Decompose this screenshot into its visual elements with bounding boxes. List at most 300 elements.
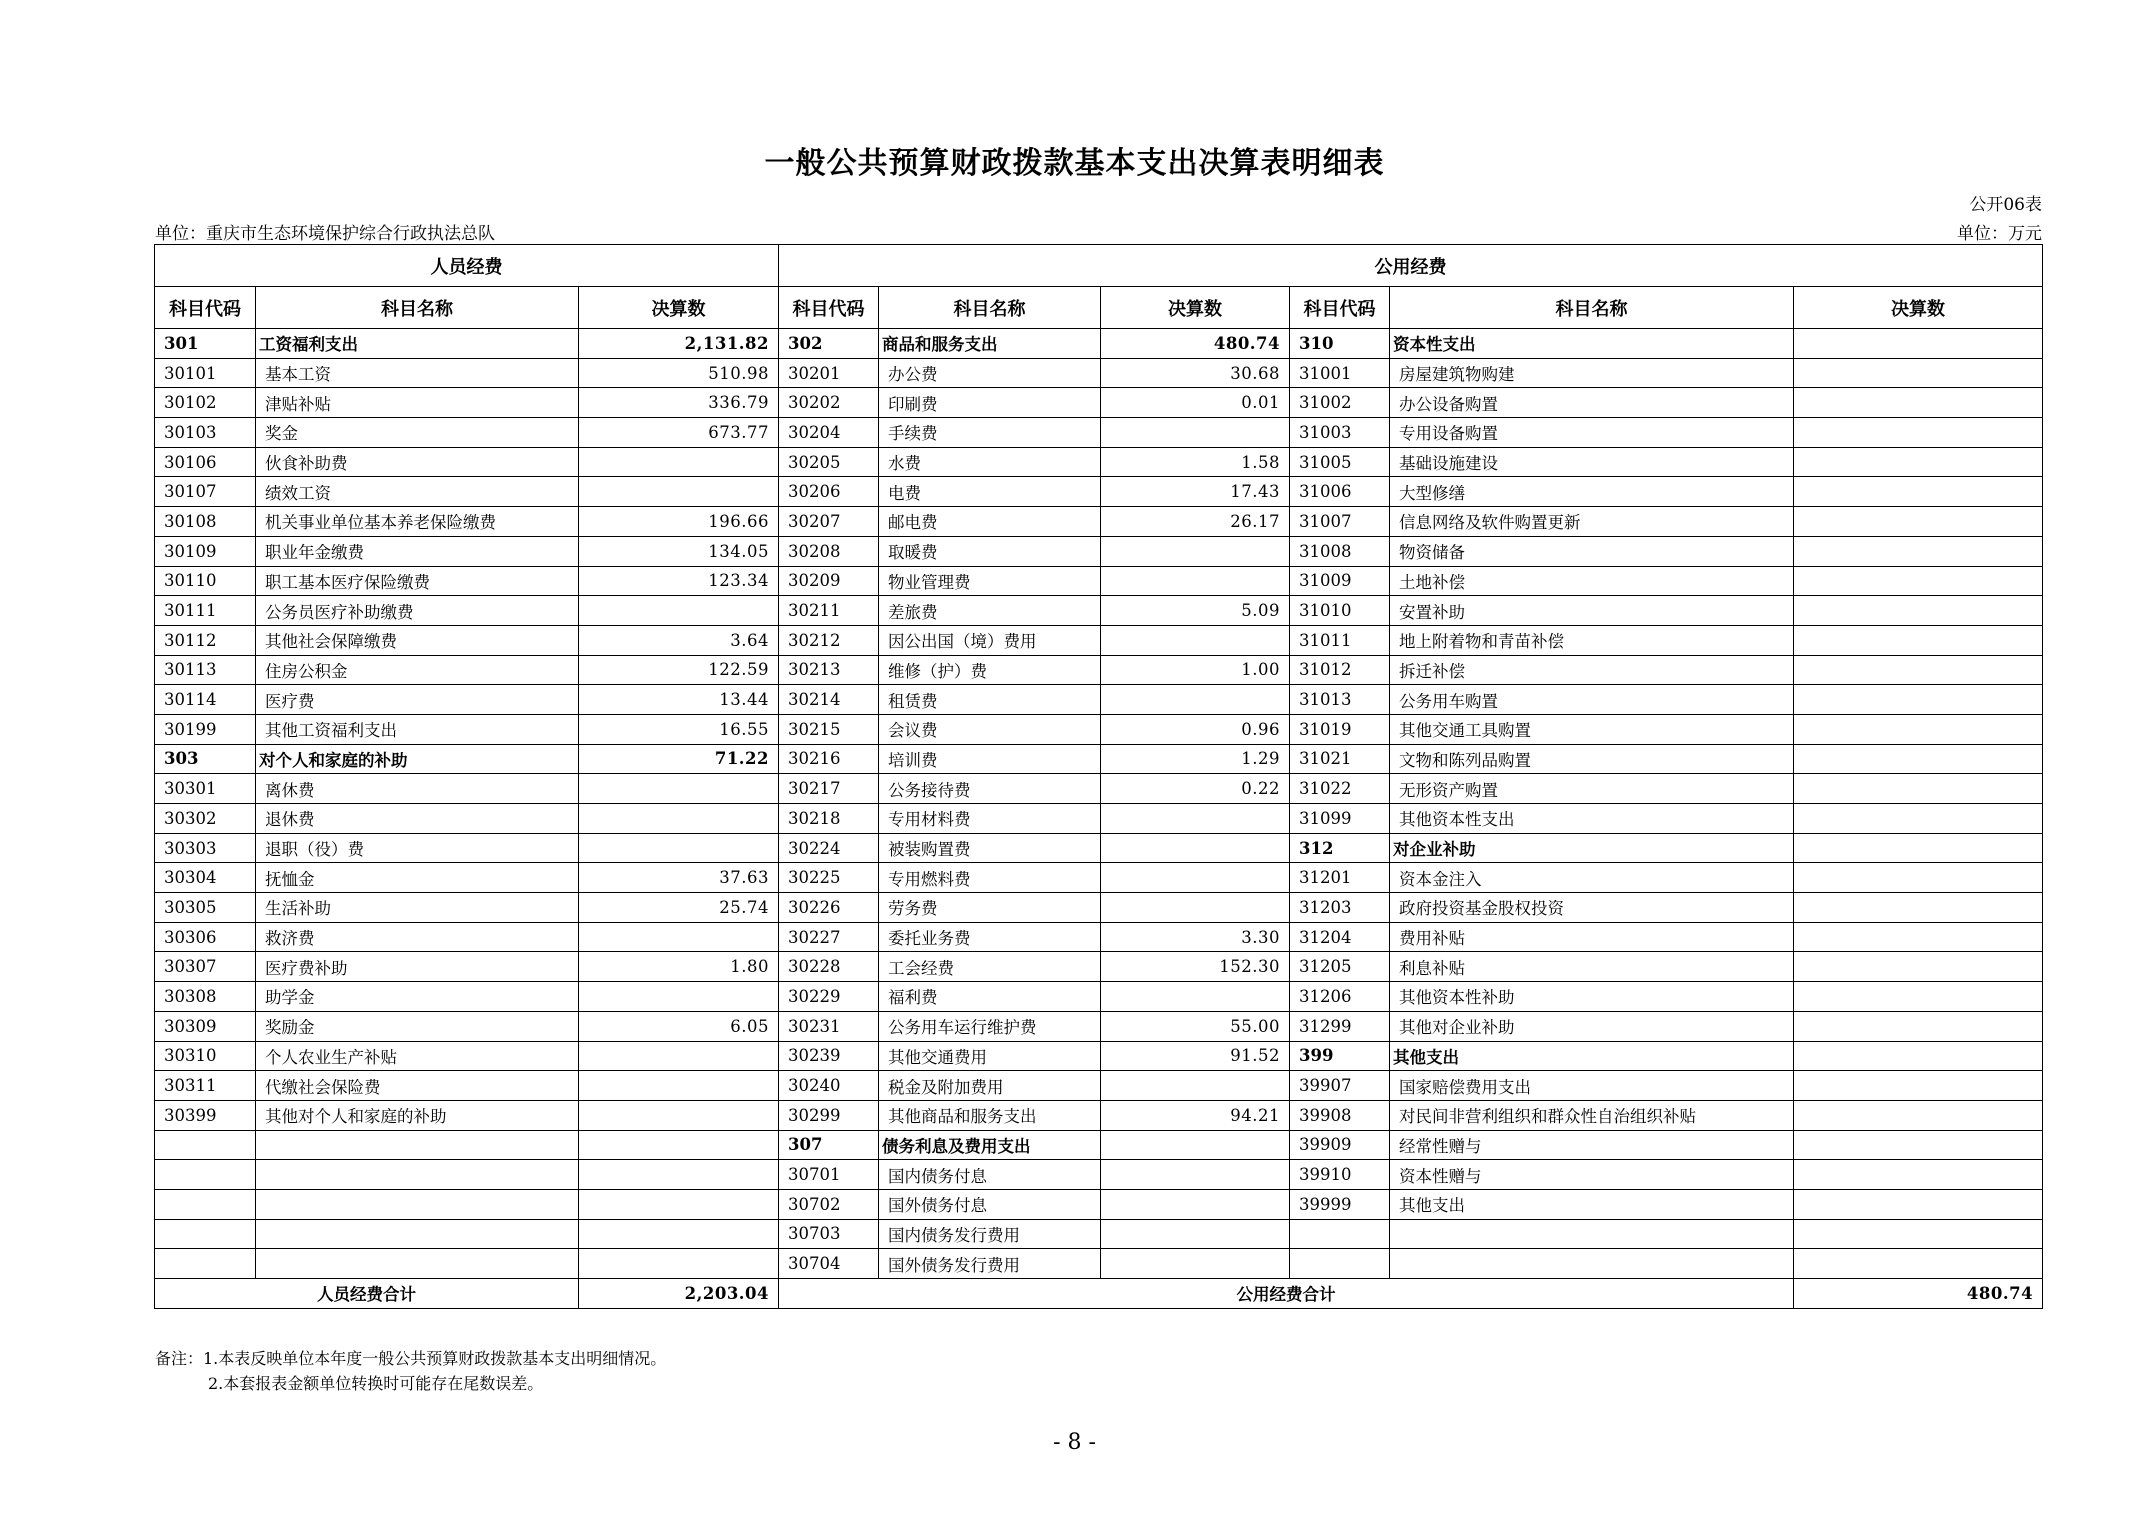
cell-code: 30308	[155, 982, 256, 1012]
cell-code: 30109	[155, 536, 256, 566]
table-row	[155, 863, 2043, 893]
cell-amount	[1794, 1160, 2043, 1190]
cell-code: 31012	[1290, 655, 1390, 685]
currency-unit: 单位：万元	[1957, 224, 2042, 244]
cell-code: 30113	[155, 655, 256, 685]
cell-amount: 71.22	[579, 744, 779, 774]
cell-amount	[579, 1249, 779, 1279]
table-row	[155, 893, 2043, 923]
cell-name: 国外债务发行费用	[879, 1249, 1101, 1279]
cell-amount	[1101, 685, 1290, 715]
cell-name	[256, 1160, 579, 1190]
table-row	[155, 1130, 2043, 1160]
cell-amount	[1794, 477, 2043, 507]
cell-amount	[1101, 1071, 1290, 1101]
cell-amount	[579, 1189, 779, 1219]
cell-name: 其他对企业补助	[1390, 1011, 1794, 1041]
cell-name: 被装购置费	[879, 833, 1101, 863]
cell-name: 取暖费	[879, 536, 1101, 566]
cell-amount	[1101, 804, 1290, 834]
table-row	[155, 1071, 2043, 1101]
cell-code: 30231	[779, 1011, 879, 1041]
table-row	[155, 1219, 2043, 1249]
cell-name: 医疗费	[256, 685, 579, 715]
cell-code: 31002	[1290, 388, 1390, 418]
cell-code: 30215	[779, 714, 879, 744]
table-row	[155, 774, 2043, 804]
cell-amount	[1794, 358, 2043, 388]
cell-amount: 510.98	[579, 358, 779, 388]
cell-amount: 3.30	[1101, 922, 1290, 952]
cell-amount: 1.58	[1101, 447, 1290, 477]
table-row	[155, 922, 2043, 952]
cell-name: 水费	[879, 447, 1101, 477]
cell-name: 专用材料费	[879, 804, 1101, 834]
cell-name: 其他工资福利支出	[256, 714, 579, 744]
cell-amount	[1794, 596, 2043, 626]
cell-code: 30107	[155, 477, 256, 507]
cell-name	[256, 1249, 579, 1279]
table-row	[155, 804, 2043, 834]
cell-code: 30101	[155, 358, 256, 388]
cell-name: 资本性支出	[1390, 329, 1794, 359]
cell-code: 30207	[779, 507, 879, 537]
cell-name: 退职（役）费	[256, 833, 579, 863]
cell-amount: 2,131.82	[579, 329, 779, 359]
cell-name: 办公设备购置	[1390, 388, 1794, 418]
cell-code: 302	[779, 329, 879, 359]
cell-code: 30304	[155, 863, 256, 893]
cell-code: 30106	[155, 447, 256, 477]
cell-name: 其他交通工具购置	[1390, 714, 1794, 744]
cell-name: 离休费	[256, 774, 579, 804]
cell-name: 专用设备购置	[1390, 418, 1794, 448]
cell-name: 培训费	[879, 744, 1101, 774]
page-number: - 8 -	[1053, 1430, 1096, 1455]
cell-code	[1290, 1219, 1390, 1249]
cell-name: 公务用车运行维护费	[879, 1011, 1101, 1041]
cell-amount	[579, 1041, 779, 1071]
cell-name: 奖励金	[256, 1011, 579, 1041]
footnote-2: 2.本套报表金额单位转换时可能存在尾数误差。	[208, 1374, 544, 1393]
cell-name: 政府投资基金股权投资	[1390, 893, 1794, 923]
cell-name: 国内债务发行费用	[879, 1219, 1101, 1249]
cell-name: 工资福利支出	[256, 329, 579, 359]
cell-code: 30206	[779, 477, 879, 507]
cell-code: 30239	[779, 1041, 879, 1071]
cell-amount: 152.30	[1101, 952, 1290, 982]
table-row	[155, 358, 2043, 388]
cell-amount	[579, 596, 779, 626]
cell-name: 公务用车购置	[1390, 685, 1794, 715]
cell-amount	[1794, 982, 2043, 1012]
cell-name: 拆迁补偿	[1390, 655, 1794, 685]
cell-amount	[1101, 1219, 1290, 1249]
personnel-total-amount: 2,203.04	[579, 1279, 779, 1309]
cell-name: 商品和服务支出	[879, 329, 1101, 359]
page-title: 一般公共预算财政拨款基本支出决算表明细表	[764, 146, 1385, 181]
cell-name: 差旅费	[879, 596, 1101, 626]
cell-code: 31299	[1290, 1011, 1390, 1041]
cell-code: 30399	[155, 1100, 256, 1130]
cell-amount	[1101, 863, 1290, 893]
cell-name: 个人农业生产补贴	[256, 1041, 579, 1071]
cell-name: 其他交通费用	[879, 1041, 1101, 1071]
cell-name: 劳务费	[879, 893, 1101, 923]
cell-code: 30305	[155, 893, 256, 923]
cell-code: 30228	[779, 952, 879, 982]
col-header-name: 科目名称	[1390, 287, 1794, 329]
cell-amount	[1794, 1100, 2043, 1130]
cell-amount: 1.80	[579, 952, 779, 982]
cell-code: 30303	[155, 833, 256, 863]
table-row	[155, 1100, 2043, 1130]
cell-code	[155, 1219, 256, 1249]
cell-amount: 1.00	[1101, 655, 1290, 685]
cell-code: 30311	[155, 1071, 256, 1101]
cell-amount	[1794, 833, 2043, 863]
cell-amount: 5.09	[1101, 596, 1290, 626]
cell-name: 租赁费	[879, 685, 1101, 715]
cell-name: 对个人和家庭的补助	[256, 744, 579, 774]
cell-amount: 673.77	[579, 418, 779, 448]
cell-amount	[1101, 1189, 1290, 1219]
cell-amount	[1794, 1249, 2043, 1279]
cell-name: 物资储备	[1390, 536, 1794, 566]
cell-code: 30199	[155, 714, 256, 744]
cell-amount	[1794, 1219, 2043, 1249]
cell-name: 国内债务付息	[879, 1160, 1101, 1190]
cell-code: 39999	[1290, 1189, 1390, 1219]
cell-amount	[1794, 863, 2043, 893]
cell-name: 其他资本性补助	[1390, 982, 1794, 1012]
cell-name: 津贴补贴	[256, 388, 579, 418]
cell-name: 手续费	[879, 418, 1101, 448]
cell-amount	[1101, 982, 1290, 1012]
cell-name: 因公出国（境）费用	[879, 625, 1101, 655]
cell-name: 印刷费	[879, 388, 1101, 418]
cell-amount	[579, 922, 779, 952]
cell-name: 其他对个人和家庭的补助	[256, 1100, 579, 1130]
cell-code	[155, 1249, 256, 1279]
col-header-code: 科目代码	[779, 287, 879, 329]
cell-code: 31006	[1290, 477, 1390, 507]
cell-code: 307	[779, 1130, 879, 1160]
cell-code: 30211	[779, 596, 879, 626]
table-row	[155, 1041, 2043, 1071]
cell-amount	[579, 447, 779, 477]
cell-name: 职业年金缴费	[256, 536, 579, 566]
table-row	[155, 1160, 2043, 1190]
cell-name: 基本工资	[256, 358, 579, 388]
cell-name: 土地补偿	[1390, 566, 1794, 596]
cell-amount	[579, 1160, 779, 1190]
cell-name: 公务员医疗补助缴费	[256, 596, 579, 626]
cell-name: 其他资本性支出	[1390, 804, 1794, 834]
cell-name: 信息网络及软件购置更新	[1390, 507, 1794, 537]
table-row	[155, 1249, 2043, 1279]
cell-code: 301	[155, 329, 256, 359]
cell-amount: 0.96	[1101, 714, 1290, 744]
cell-code: 31001	[1290, 358, 1390, 388]
cell-amount: 196.66	[579, 507, 779, 537]
footnote-1: 备注：1.本表反映单位本年度一般公共预算财政拨款基本支出明细情况。	[155, 1349, 667, 1368]
cell-name: 对民间非营利组织和群众性自治组织补贴	[1390, 1100, 1794, 1130]
personnel-total-label: 人员经费合计	[155, 1279, 579, 1309]
cell-amount	[1794, 536, 2043, 566]
column-header-row	[155, 287, 2043, 329]
cell-code: 30224	[779, 833, 879, 863]
cell-amount	[1794, 388, 2043, 418]
cell-amount: 91.52	[1101, 1041, 1290, 1071]
cell-code: 30103	[155, 418, 256, 448]
table-row	[155, 685, 2043, 715]
cell-amount	[1101, 1249, 1290, 1279]
cell-amount	[1794, 922, 2043, 952]
cell-name: 会议费	[879, 714, 1101, 744]
cell-code: 30112	[155, 625, 256, 655]
cell-amount: 1.29	[1101, 744, 1290, 774]
table-row	[155, 952, 2043, 982]
cell-name: 物业管理费	[879, 566, 1101, 596]
cell-name: 基础设施建设	[1390, 447, 1794, 477]
cell-code: 30307	[155, 952, 256, 982]
table-row	[155, 329, 2043, 359]
cell-code: 31022	[1290, 774, 1390, 804]
cell-amount	[1101, 418, 1290, 448]
cell-code: 30204	[779, 418, 879, 448]
cell-amount	[1794, 1011, 2043, 1041]
cell-name: 职工基本医疗保险缴费	[256, 566, 579, 596]
cell-name: 国外债务付息	[879, 1189, 1101, 1219]
cell-name: 工会经费	[879, 952, 1101, 982]
cell-name: 助学金	[256, 982, 579, 1012]
cell-name: 电费	[879, 477, 1101, 507]
cell-code: 30240	[779, 1071, 879, 1101]
cell-code: 31011	[1290, 625, 1390, 655]
table-row	[155, 536, 2043, 566]
cell-amount: 13.44	[579, 685, 779, 715]
cell-name: 住房公积金	[256, 655, 579, 685]
cell-name: 其他社会保障缴费	[256, 625, 579, 655]
cell-code: 30702	[779, 1189, 879, 1219]
cell-code: 30209	[779, 566, 879, 596]
cell-name: 经常性赠与	[1390, 1130, 1794, 1160]
cell-name: 安置补助	[1390, 596, 1794, 626]
cell-name: 文物和陈列品购置	[1390, 744, 1794, 774]
cell-amount	[1794, 447, 2043, 477]
cell-code: 30205	[779, 447, 879, 477]
cell-code: 31010	[1290, 596, 1390, 626]
cell-name: 奖金	[256, 418, 579, 448]
table-row	[155, 388, 2043, 418]
cell-amount: 3.64	[579, 625, 779, 655]
cell-amount	[579, 774, 779, 804]
table-row	[155, 744, 2043, 774]
cell-amount: 16.55	[579, 714, 779, 744]
cell-name: 委托业务费	[879, 922, 1101, 952]
cell-amount: 336.79	[579, 388, 779, 418]
cell-amount: 37.63	[579, 863, 779, 893]
cell-code: 310	[1290, 329, 1390, 359]
cell-code: 31003	[1290, 418, 1390, 448]
cell-amount	[579, 982, 779, 1012]
cell-name: 费用补贴	[1390, 922, 1794, 952]
cell-name: 生活补助	[256, 893, 579, 923]
cell-amount: 134.05	[579, 536, 779, 566]
table-row	[155, 507, 2043, 537]
cell-name	[1390, 1249, 1794, 1279]
cell-name: 机关事业单位基本养老保险缴费	[256, 507, 579, 537]
cell-name	[256, 1189, 579, 1219]
cell-code: 30216	[779, 744, 879, 774]
cell-name: 绩效工资	[256, 477, 579, 507]
cell-amount	[579, 833, 779, 863]
cell-code: 30202	[779, 388, 879, 418]
col-header-amount: 决算数	[1101, 287, 1290, 329]
cell-code: 31019	[1290, 714, 1390, 744]
cell-name: 救济费	[256, 922, 579, 952]
table-row	[155, 418, 2043, 448]
cell-code: 30701	[779, 1160, 879, 1190]
cell-code: 30214	[779, 685, 879, 715]
cell-name: 专用燃料费	[879, 863, 1101, 893]
cell-code: 30299	[779, 1100, 879, 1130]
cell-code: 399	[1290, 1041, 1390, 1071]
cell-amount	[579, 477, 779, 507]
cell-amount	[1101, 893, 1290, 923]
table-row	[155, 982, 2043, 1012]
cell-code	[155, 1130, 256, 1160]
cell-code: 30703	[779, 1219, 879, 1249]
cell-amount: 0.22	[1101, 774, 1290, 804]
cell-name: 大型修缮	[1390, 477, 1794, 507]
cell-amount	[1794, 329, 2043, 359]
cell-amount	[1794, 1130, 2043, 1160]
table-row	[155, 447, 2043, 477]
cell-code: 30212	[779, 625, 879, 655]
cell-code: 31005	[1290, 447, 1390, 477]
cell-code: 31008	[1290, 536, 1390, 566]
table-row	[155, 655, 2043, 685]
cell-code: 39908	[1290, 1100, 1390, 1130]
cell-amount	[1794, 566, 2043, 596]
cell-code: 30217	[779, 774, 879, 804]
cell-amount: 6.05	[579, 1011, 779, 1041]
table-row	[155, 1189, 2043, 1219]
table-row	[155, 566, 2043, 596]
cell-code: 31013	[1290, 685, 1390, 715]
cell-code: 30306	[155, 922, 256, 952]
cell-code	[155, 1160, 256, 1190]
col-header-code: 科目代码	[155, 287, 256, 329]
cell-code: 39907	[1290, 1071, 1390, 1101]
cell-name	[256, 1130, 579, 1160]
cell-code: 30229	[779, 982, 879, 1012]
cell-code: 30213	[779, 655, 879, 685]
cell-name: 其他商品和服务支出	[879, 1100, 1101, 1130]
cell-amount	[579, 1100, 779, 1130]
cell-name: 其他支出	[1390, 1189, 1794, 1219]
cell-name: 国家赔偿费用支出	[1390, 1071, 1794, 1101]
cell-code: 31205	[1290, 952, 1390, 982]
cell-name: 维修（护）费	[879, 655, 1101, 685]
cell-code: 31204	[1290, 922, 1390, 952]
cell-amount: 0.01	[1101, 388, 1290, 418]
cell-amount	[1794, 714, 2043, 744]
cell-amount	[1794, 685, 2043, 715]
cell-amount	[579, 1219, 779, 1249]
cell-name: 公务接待费	[879, 774, 1101, 804]
cell-code: 39909	[1290, 1130, 1390, 1160]
cell-code	[155, 1189, 256, 1219]
cell-code: 30227	[779, 922, 879, 952]
cell-code: 30218	[779, 804, 879, 834]
cell-code: 31201	[1290, 863, 1390, 893]
form-number: 公开06表	[1969, 195, 2042, 215]
cell-code: 30110	[155, 566, 256, 596]
col-header-amount: 决算数	[579, 287, 779, 329]
cell-name: 地上附着物和青苗补偿	[1390, 625, 1794, 655]
table-row	[155, 714, 2043, 744]
cell-code: 312	[1290, 833, 1390, 863]
cell-name	[1390, 1219, 1794, 1249]
cell-amount	[1794, 744, 2043, 774]
cell-code: 31007	[1290, 507, 1390, 537]
cell-name: 对企业补助	[1390, 833, 1794, 863]
cell-code: 30310	[155, 1041, 256, 1071]
cell-name: 税金及附加费用	[879, 1071, 1101, 1101]
public-group-header: 公用经费	[779, 245, 2043, 287]
cell-amount: 122.59	[579, 655, 779, 685]
col-header-name: 科目名称	[879, 287, 1101, 329]
cell-amount	[1794, 893, 2043, 923]
cell-amount: 25.74	[579, 893, 779, 923]
cell-amount	[1794, 774, 2043, 804]
cell-amount: 26.17	[1101, 507, 1290, 537]
cell-code: 30225	[779, 863, 879, 893]
table-row	[155, 596, 2043, 626]
cell-amount	[1101, 833, 1290, 863]
cell-amount: 480.74	[1101, 329, 1290, 359]
table-row	[155, 1011, 2043, 1041]
cell-amount	[1794, 655, 2043, 685]
cell-name: 其他支出	[1390, 1041, 1794, 1071]
budget-detail-table	[154, 244, 2043, 1309]
cell-code: 31206	[1290, 982, 1390, 1012]
reporting-unit: 单位：重庆市生态环境保护综合行政执法总队	[155, 224, 495, 244]
cell-code: 30208	[779, 536, 879, 566]
cell-code: 31009	[1290, 566, 1390, 596]
cell-amount	[579, 1071, 779, 1101]
cell-name	[256, 1219, 579, 1249]
totals-row	[155, 1279, 2043, 1309]
cell-code: 30226	[779, 893, 879, 923]
cell-code: 30301	[155, 774, 256, 804]
cell-amount	[1101, 625, 1290, 655]
cell-code: 31203	[1290, 893, 1390, 923]
col-header-code: 科目代码	[1290, 287, 1390, 329]
cell-code: 31099	[1290, 804, 1390, 834]
cell-code: 30704	[779, 1249, 879, 1279]
cell-amount	[1101, 1130, 1290, 1160]
cell-code: 30114	[155, 685, 256, 715]
cell-amount: 17.43	[1101, 477, 1290, 507]
cell-code: 30111	[155, 596, 256, 626]
table-row	[155, 833, 2043, 863]
personnel-group-header: 人员经费	[155, 245, 779, 287]
cell-amount	[579, 804, 779, 834]
